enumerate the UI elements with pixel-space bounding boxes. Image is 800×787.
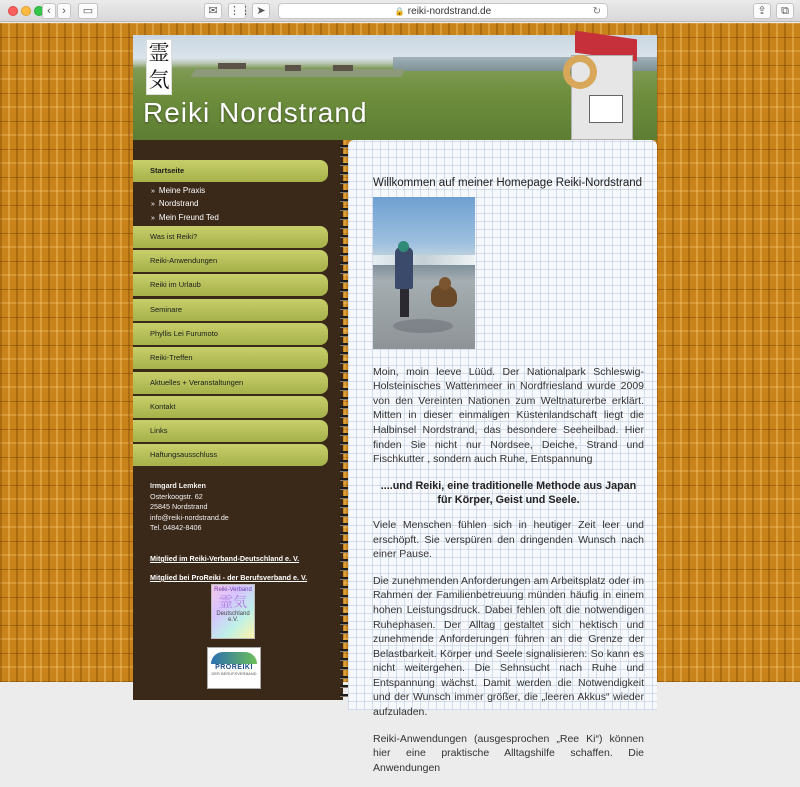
contact-email[interactable]: info@reiki-nordstrand.de <box>150 512 229 522</box>
site-title: Reiki Nordstrand <box>143 97 368 128</box>
minimize-window-button[interactable] <box>21 6 31 16</box>
nav-subitem-label: Mein Freund Ted <box>158 213 219 222</box>
nav-item-seminare[interactable]: Seminare <box>133 299 328 321</box>
reiki-subheading: ....und Reiki, eine traditionelle Methode aus Japan für Körper, Geist und Seele. <box>380 479 637 507</box>
logo1-bottom-text: Deutschland e.V. <box>216 611 250 623</box>
header-banner <box>133 35 657 140</box>
reiki-verband-logo[interactable] <box>211 584 255 639</box>
double-chevron-icon: » <box>151 215 155 222</box>
membership-link-reiki-verband[interactable]: Mitglied im Reiki-Verband-Deutschland e. V. <box>150 554 300 563</box>
web-page <box>0 23 800 774</box>
contact-street: Osterkoogstr. 62 <box>150 491 203 501</box>
paragraph-3: Die zunehmenden Anforderungen am Arbeitsplatz oder im Rahmen der Familienbetreuung münden häufig in einem hohen Leistungsdruck. Dabei fehlen oft die notwendigen Ruhephasen. Der Alltag gestaltet sich hektisch und zunehmende Anforderungen führen an die Grenze der Belastbarkeit. Körper und Seele signalisieren: So kann es nicht weitergehen. Die Sehnsucht nach Ruhe und Entspannung wächst. Damit werden die Notwendigkeit und der Wunsch immer größer, die „leeren Akkus“ wieder aufzuladen. <box>373 574 644 719</box>
bench-image <box>285 65 301 71</box>
paragraph-4: Reiki-Anwendungen (ausgesprochen „Ree Ki“) können hier eine praktische Alltagshilfe schaffen. Die Anwendungen <box>373 732 644 774</box>
reiki-kanji-logo <box>146 39 172 95</box>
membership-link-proreiki[interactable]: Mitglied bei ProReiki - der Berufsverband e. V. <box>150 573 308 582</box>
kanji-top: 霊 <box>148 41 170 65</box>
nav-item-reiki-anwendungen[interactable]: Reiki-Anwendungen <box>133 250 328 272</box>
nav-item-was-ist-reiki[interactable]: Was ist Reiki? <box>133 226 328 248</box>
nav-subitem-mein-freund-ted[interactable] <box>151 212 219 225</box>
nav-item-aktuelles[interactable]: Aktuelles + Veranstaltungen <box>133 372 328 394</box>
lighthouse-image <box>553 35 633 140</box>
logo2-subtitle: DER BERUFSVERBAND <box>211 671 257 676</box>
kanji-bottom: 気 <box>148 68 170 92</box>
forward-button[interactable]: › <box>57 3 71 19</box>
nav-item-reiki-treffen[interactable]: Reiki-Treffen <box>133 347 328 369</box>
contact-address <box>150 481 229 534</box>
main-content <box>348 140 657 774</box>
nav-item-links[interactable]: Links <box>133 420 328 442</box>
url-text: reiki-nordstrand.de <box>407 6 492 17</box>
photo-reflection <box>393 319 453 333</box>
nav-item-kontakt[interactable]: Kontakt <box>133 396 328 418</box>
intro-paragraph: Moin, moin leeve Lüüd. Der Nationalpark Schleswig-Holsteinisches Wattenmeer in Nordfriesland wurde 2009 von den Vereinten Nationen zum Weltnaturerbe erklärt. Mitten in dieser einmaligen Küstenlandschaft liegt die Halbinsel Nordstrand, das besondere Seeheilbad. Hier finden Sie nicht nur Nordsee, Deiche, Strand und Fischkutter , sondern auch Ruhe, Entspannung <box>373 365 644 466</box>
paragraph-2: Viele Menschen fühlen sich in heutiger Zeit leer und erschöpft. Sie verspüren den dringenden Wunsch nach einer Pause. <box>373 518 644 561</box>
nav-subitem-label: Meine Praxis <box>158 186 206 195</box>
logo1-kanji: 霊気 <box>219 595 247 611</box>
photo-person-legs <box>400 287 409 317</box>
beach-photo <box>373 197 475 349</box>
reading-icon[interactable]: ➤ <box>252 3 270 19</box>
photo-person <box>395 247 413 289</box>
logo1-top-text: Reiki-Verband <box>214 587 252 593</box>
sidebar-toggle-icon[interactable]: ▭ <box>78 3 98 19</box>
sign-image <box>589 95 623 123</box>
proreiki-logo[interactable] <box>207 647 261 689</box>
bench-image <box>218 63 246 69</box>
mail-icon[interactable]: ✉ <box>204 3 222 19</box>
reload-icon[interactable]: ↻ <box>592 6 601 17</box>
contact-name: Irmgard Lemken <box>150 481 206 490</box>
share-icon[interactable]: ⇪ <box>753 3 771 19</box>
lifebuoy-image <box>563 55 597 89</box>
nav-item-reiki-im-urlaub[interactable]: Reiki im Urlaub <box>133 274 328 296</box>
photo-surf <box>373 255 475 265</box>
nav-subitem-nordstrand[interactable] <box>151 198 198 211</box>
contact-phone: Tel. 04842-8406 <box>150 523 202 532</box>
bench-image <box>333 65 353 71</box>
logo2-title: PROREIKI <box>215 664 253 671</box>
close-window-button[interactable] <box>8 6 18 16</box>
sidebar <box>133 140 343 700</box>
nav-subitem-meine-praxis[interactable] <box>151 185 205 198</box>
address-bar[interactable] <box>278 3 608 19</box>
double-chevron-icon: » <box>151 188 155 195</box>
nav-subitem-label: Nordstrand <box>158 199 199 208</box>
nav-item-startseite[interactable]: Startseite <box>133 160 328 182</box>
nav-item-phyllis-lei-furumoto[interactable]: Phyllis Lei Furumoto <box>133 323 328 345</box>
contact-city: 25845 Nordstrand <box>150 502 208 511</box>
photo-dog-head <box>439 277 451 290</box>
grid-icon[interactable]: ⋮⋮ <box>229 5 251 17</box>
browser-toolbar <box>0 0 800 22</box>
back-button[interactable]: ‹ <box>42 3 56 19</box>
lock-icon: 🔒 <box>394 7 405 16</box>
photo-person-head <box>398 241 409 252</box>
tabs-icon[interactable]: ⧉ <box>776 3 794 19</box>
welcome-heading: Willkommen auf meiner Homepage Reiki-Nordstrand <box>373 177 643 189</box>
nav-item-haftungsausschluss[interactable]: Haftungsausschluss <box>133 444 328 466</box>
logo2-arc <box>211 652 257 664</box>
double-chevron-icon: » <box>151 201 155 208</box>
content-inner <box>373 176 644 787</box>
